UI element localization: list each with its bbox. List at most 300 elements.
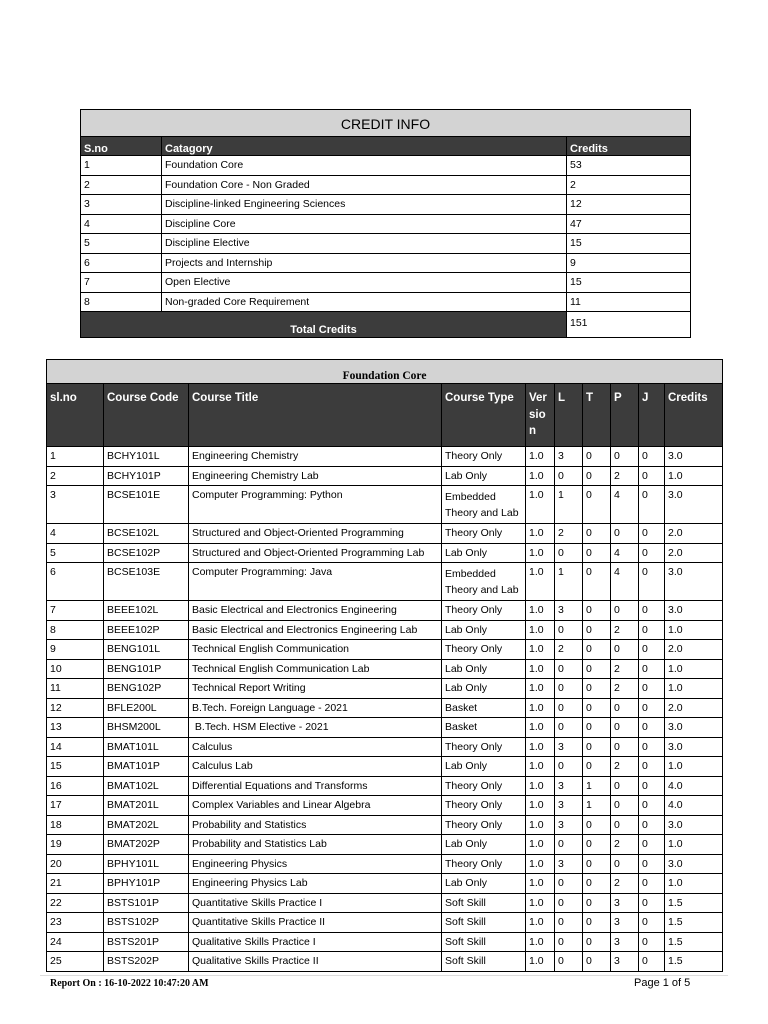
course-code: BSTS102P (104, 913, 189, 933)
course-code: BPHY101P (104, 874, 189, 894)
course-type: Embedded Theory and Lab (442, 486, 526, 524)
course-type: Soft Skill (442, 932, 526, 952)
course-type: Theory Only (442, 447, 526, 467)
credit-value: 15 (567, 273, 691, 293)
credit-category: Foundation Core (162, 156, 567, 176)
course-code: BCSE102P (104, 543, 189, 563)
version: 1.0 (526, 796, 555, 816)
j-value: 0 (639, 874, 665, 894)
course-type: Basket (442, 698, 526, 718)
course-code: BMAT102L (104, 776, 189, 796)
course-type: Theory Only (442, 854, 526, 874)
credit-info-title: CREDIT INFO (81, 110, 691, 137)
course-code: BCSE101E (104, 486, 189, 524)
p-value: 0 (611, 815, 639, 835)
course-code: BFLE200L (104, 698, 189, 718)
course-type: Lab Only (442, 874, 526, 894)
course-title: Basic Electrical and Electronics Engineering (189, 601, 442, 621)
credit-row (81, 292, 691, 312)
version: 1.0 (526, 776, 555, 796)
t-value: 0 (583, 486, 611, 524)
course-title: B.Tech. HSM Elective - 2021 (189, 718, 442, 738)
l-value: 2 (555, 640, 583, 660)
course-code: BCHY101P (104, 466, 189, 486)
p-value: 0 (611, 854, 639, 874)
p-value: 2 (611, 874, 639, 894)
credit-category: Foundation Core - Non Graded (162, 175, 567, 195)
sl-no: 24 (47, 932, 104, 952)
foundation-core-title: Foundation Core (47, 360, 723, 384)
l-value: 3 (555, 854, 583, 874)
l-value: 0 (555, 659, 583, 679)
sl-no: 22 (47, 893, 104, 913)
course-title: Computer Programming: Python (189, 486, 442, 524)
l-value: 0 (555, 893, 583, 913)
l-value: 1 (555, 563, 583, 601)
credits-value: 4.0 (665, 796, 723, 816)
t-value: 0 (583, 737, 611, 757)
course-title: Computer Programming: Java (189, 563, 442, 601)
course-type: Lab Only (442, 543, 526, 563)
course-type: Embedded Theory and Lab (442, 563, 526, 601)
credits-value: 3.0 (665, 486, 723, 524)
l-value: 0 (555, 835, 583, 855)
t-value: 0 (583, 543, 611, 563)
credit-category: Open Elective (162, 273, 567, 293)
p-value: 3 (611, 893, 639, 913)
j-value: 0 (639, 698, 665, 718)
sl-no: 25 (47, 952, 104, 972)
credits-value: 1.5 (665, 932, 723, 952)
l-value: 0 (555, 466, 583, 486)
course-title: Complex Variables and Linear Algebra (189, 796, 442, 816)
sl-no: 15 (47, 757, 104, 777)
course-code: BSTS201P (104, 932, 189, 952)
course-type: Lab Only (442, 620, 526, 640)
version: 1.0 (526, 620, 555, 640)
credits-value: 1.0 (665, 679, 723, 699)
course-title: Structured and Object-Oriented Programming (189, 524, 442, 544)
p-value: 2 (611, 757, 639, 777)
sl-no: 2 (47, 466, 104, 486)
course-code: BMAT101P (104, 757, 189, 777)
l-value: 0 (555, 952, 583, 972)
sl-no: 21 (47, 874, 104, 894)
header-course-title: Course Title (189, 384, 442, 447)
credit-category: Projects and Internship (162, 253, 567, 273)
l-value: 3 (555, 796, 583, 816)
version: 1.0 (526, 447, 555, 467)
version: 1.0 (526, 640, 555, 660)
credit-category: Non-graded Core Requirement (162, 292, 567, 312)
course-type: Theory Only (442, 815, 526, 835)
course-row (47, 447, 723, 467)
j-value: 0 (639, 524, 665, 544)
l-value: 3 (555, 737, 583, 757)
credit-value: 47 (567, 214, 691, 234)
course-title: B.Tech. Foreign Language - 2021 (189, 698, 442, 718)
credits-value: 1.5 (665, 913, 723, 933)
total-credits-label: Total Credits (81, 312, 567, 338)
version: 1.0 (526, 815, 555, 835)
course-row (47, 466, 723, 486)
header-p: P (611, 384, 639, 447)
p-value: 3 (611, 913, 639, 933)
sl-no: 4 (47, 524, 104, 544)
credits-value: 3.0 (665, 718, 723, 738)
course-row (47, 815, 723, 835)
j-value: 0 (639, 640, 665, 660)
credit-row (81, 156, 691, 176)
credit-category: Discipline Core (162, 214, 567, 234)
credit-category: Discipline-linked Engineering Sciences (162, 195, 567, 215)
course-row (47, 524, 723, 544)
l-value: 3 (555, 815, 583, 835)
p-value: 4 (611, 563, 639, 601)
p-value: 2 (611, 620, 639, 640)
course-type: Theory Only (442, 524, 526, 544)
course-row (47, 601, 723, 621)
p-value: 0 (611, 776, 639, 796)
course-row (47, 776, 723, 796)
credits-value: 2.0 (665, 698, 723, 718)
course-type: Soft Skill (442, 893, 526, 913)
sl-no: 7 (47, 601, 104, 621)
j-value: 0 (639, 932, 665, 952)
version: 1.0 (526, 659, 555, 679)
course-title: Engineering Physics (189, 854, 442, 874)
course-title: Technical Report Writing (189, 679, 442, 699)
credits-value: 4.0 (665, 776, 723, 796)
credit-header-credits: Credits (567, 137, 691, 156)
version: 1.0 (526, 737, 555, 757)
credits-value: 1.0 (665, 757, 723, 777)
l-value: 3 (555, 447, 583, 467)
course-title: Quantitative Skills Practice I (189, 893, 442, 913)
course-code: BMAT201L (104, 796, 189, 816)
course-row (47, 854, 723, 874)
j-value: 0 (639, 815, 665, 835)
t-value: 0 (583, 854, 611, 874)
course-row (47, 737, 723, 757)
course-title: Qualitative Skills Practice I (189, 932, 442, 952)
version: 1.0 (526, 466, 555, 486)
sl-no: 6 (47, 563, 104, 601)
l-value: 3 (555, 776, 583, 796)
header-course-code: Course Code (104, 384, 189, 447)
course-type: Lab Only (442, 835, 526, 855)
course-title: Technical English Communication Lab (189, 659, 442, 679)
course-row (47, 913, 723, 933)
credit-sno: 3 (81, 195, 162, 215)
t-value: 0 (583, 893, 611, 913)
version: 1.0 (526, 718, 555, 738)
version: 1.0 (526, 757, 555, 777)
version: 1.0 (526, 698, 555, 718)
course-code: BMAT202P (104, 835, 189, 855)
j-value: 0 (639, 486, 665, 524)
course-row (47, 932, 723, 952)
sl-no: 10 (47, 659, 104, 679)
credit-value: 12 (567, 195, 691, 215)
course-row (47, 796, 723, 816)
credit-value: 9 (567, 253, 691, 273)
course-title: Probability and Statistics (189, 815, 442, 835)
course-row (47, 659, 723, 679)
t-value: 1 (583, 776, 611, 796)
course-type: Theory Only (442, 601, 526, 621)
j-value: 0 (639, 601, 665, 621)
course-code: BEEE102P (104, 620, 189, 640)
j-value: 0 (639, 620, 665, 640)
l-value: 3 (555, 601, 583, 621)
credits-value: 1.0 (665, 874, 723, 894)
l-value: 0 (555, 620, 583, 640)
course-row (47, 718, 723, 738)
t-value: 0 (583, 932, 611, 952)
header-j: J (639, 384, 665, 447)
course-code: BMAT101L (104, 737, 189, 757)
sl-no: 23 (47, 913, 104, 933)
j-value: 0 (639, 718, 665, 738)
credits-value: 3.0 (665, 854, 723, 874)
l-value: 1 (555, 486, 583, 524)
course-type: Basket (442, 718, 526, 738)
total-credits-value: 151 (567, 312, 691, 338)
page-number: Page 1 of 5 (634, 977, 691, 989)
credit-value: 2 (567, 175, 691, 195)
version: 1.0 (526, 679, 555, 699)
course-title: Engineering Chemistry Lab (189, 466, 442, 486)
credits-value: 2.0 (665, 543, 723, 563)
sl-no: 9 (47, 640, 104, 660)
course-code: BENG101P (104, 659, 189, 679)
course-type: Lab Only (442, 466, 526, 486)
credits-value: 1.0 (665, 835, 723, 855)
course-code: BSTS202P (104, 952, 189, 972)
version: 1.0 (526, 486, 555, 524)
course-type: Theory Only (442, 737, 526, 757)
j-value: 0 (639, 776, 665, 796)
p-value: 0 (611, 640, 639, 660)
sl-no: 19 (47, 835, 104, 855)
sl-no: 12 (47, 698, 104, 718)
credits-value: 1.0 (665, 659, 723, 679)
course-row (47, 874, 723, 894)
p-value: 0 (611, 698, 639, 718)
credit-sno: 5 (81, 234, 162, 254)
course-title: Engineering Physics Lab (189, 874, 442, 894)
credits-value: 3.0 (665, 601, 723, 621)
course-title: Basic Electrical and Electronics Engineering Lab (189, 620, 442, 640)
credits-value: 1.0 (665, 620, 723, 640)
credit-row (81, 273, 691, 293)
course-title: Probability and Statistics Lab (189, 835, 442, 855)
course-row (47, 620, 723, 640)
credit-header-category: Catagory (162, 137, 567, 156)
credit-value: 11 (567, 292, 691, 312)
course-row (47, 486, 723, 524)
p-value: 0 (611, 524, 639, 544)
sl-no: 13 (47, 718, 104, 738)
l-value: 2 (555, 524, 583, 544)
sl-no: 16 (47, 776, 104, 796)
j-value: 0 (639, 952, 665, 972)
j-value: 0 (639, 679, 665, 699)
j-value: 0 (639, 893, 665, 913)
credit-value: 15 (567, 234, 691, 254)
course-row (47, 543, 723, 563)
t-value: 0 (583, 524, 611, 544)
version: 1.0 (526, 913, 555, 933)
report-timestamp: Report On : 16-10-2022 10:47:20 AM (50, 978, 209, 989)
j-value: 0 (639, 466, 665, 486)
credit-sno: 1 (81, 156, 162, 176)
sl-no: 3 (47, 486, 104, 524)
credit-value: 53 (567, 156, 691, 176)
p-value: 0 (611, 718, 639, 738)
credits-value: 3.0 (665, 815, 723, 835)
version: 1.0 (526, 874, 555, 894)
sl-no: 18 (47, 815, 104, 835)
p-value: 3 (611, 952, 639, 972)
j-value: 0 (639, 737, 665, 757)
t-value: 0 (583, 718, 611, 738)
header-slno: sl.no (47, 384, 104, 447)
version: 1.0 (526, 601, 555, 621)
course-type: Theory Only (442, 776, 526, 796)
j-value: 0 (639, 796, 665, 816)
header-credits: Credits (665, 384, 723, 447)
course-code: BCSE103E (104, 563, 189, 601)
t-value: 0 (583, 874, 611, 894)
course-title: Engineering Chemistry (189, 447, 442, 467)
p-value: 2 (611, 835, 639, 855)
course-row (47, 952, 723, 972)
course-title: Calculus Lab (189, 757, 442, 777)
course-title: Technical English Communication (189, 640, 442, 660)
credits-value: 1.5 (665, 952, 723, 972)
credits-value: 3.0 (665, 737, 723, 757)
course-code: BMAT202L (104, 815, 189, 835)
l-value: 0 (555, 543, 583, 563)
course-title: Qualitative Skills Practice II (189, 952, 442, 972)
t-value: 0 (583, 815, 611, 835)
course-code: BENG101L (104, 640, 189, 660)
course-type: Theory Only (442, 640, 526, 660)
p-value: 0 (611, 447, 639, 467)
p-value: 3 (611, 932, 639, 952)
credits-value: 1.0 (665, 466, 723, 486)
l-value: 0 (555, 932, 583, 952)
j-value: 0 (639, 913, 665, 933)
credits-value: 3.0 (665, 563, 723, 601)
header-version: Ver sio n (526, 384, 555, 447)
credit-info-table (80, 109, 691, 338)
l-value: 0 (555, 913, 583, 933)
p-value: 2 (611, 679, 639, 699)
credit-sno: 4 (81, 214, 162, 234)
t-value: 0 (583, 659, 611, 679)
course-title: Structured and Object-Oriented Programming Lab (189, 543, 442, 563)
course-title: Quantitative Skills Practice II (189, 913, 442, 933)
p-value: 0 (611, 601, 639, 621)
t-value: 0 (583, 447, 611, 467)
sl-no: 8 (47, 620, 104, 640)
course-code: BEEE102L (104, 601, 189, 621)
course-row (47, 835, 723, 855)
footer-divider (40, 975, 728, 976)
credits-value: 2.0 (665, 640, 723, 660)
credit-row (81, 234, 691, 254)
t-value: 0 (583, 952, 611, 972)
sl-no: 17 (47, 796, 104, 816)
version: 1.0 (526, 524, 555, 544)
l-value: 0 (555, 679, 583, 699)
t-value: 0 (583, 563, 611, 601)
sl-no: 14 (47, 737, 104, 757)
sl-no: 20 (47, 854, 104, 874)
course-title: Differential Equations and Transforms (189, 776, 442, 796)
course-row (47, 893, 723, 913)
credit-sno: 7 (81, 273, 162, 293)
course-type: Soft Skill (442, 913, 526, 933)
version: 1.0 (526, 952, 555, 972)
course-code: BSTS101P (104, 893, 189, 913)
l-value: 0 (555, 757, 583, 777)
version: 1.0 (526, 854, 555, 874)
version: 1.0 (526, 893, 555, 913)
j-value: 0 (639, 659, 665, 679)
credits-value: 1.5 (665, 893, 723, 913)
course-type: Theory Only (442, 796, 526, 816)
course-type: Soft Skill (442, 952, 526, 972)
t-value: 0 (583, 679, 611, 699)
p-value: 4 (611, 486, 639, 524)
course-row (47, 563, 723, 601)
l-value: 0 (555, 874, 583, 894)
version: 1.0 (526, 932, 555, 952)
j-value: 0 (639, 563, 665, 601)
credit-row (81, 175, 691, 195)
course-code: BENG102P (104, 679, 189, 699)
total-credits-row (81, 312, 691, 338)
course-type: Lab Only (442, 679, 526, 699)
j-value: 0 (639, 447, 665, 467)
credit-sno: 8 (81, 292, 162, 312)
t-value: 0 (583, 757, 611, 777)
p-value: 2 (611, 466, 639, 486)
t-value: 0 (583, 601, 611, 621)
j-value: 0 (639, 835, 665, 855)
j-value: 0 (639, 854, 665, 874)
course-row (47, 698, 723, 718)
course-row (47, 640, 723, 660)
t-value: 1 (583, 796, 611, 816)
credit-category: Discipline Elective (162, 234, 567, 254)
sl-no: 1 (47, 447, 104, 467)
t-value: 0 (583, 620, 611, 640)
l-value: 0 (555, 718, 583, 738)
header-l: L (555, 384, 583, 447)
header-course-type: Course Type (442, 384, 526, 447)
credit-row (81, 195, 691, 215)
version: 1.0 (526, 543, 555, 563)
credit-header-sno: S.no (81, 137, 162, 156)
header-t: T (583, 384, 611, 447)
course-row (47, 757, 723, 777)
credits-value: 3.0 (665, 447, 723, 467)
